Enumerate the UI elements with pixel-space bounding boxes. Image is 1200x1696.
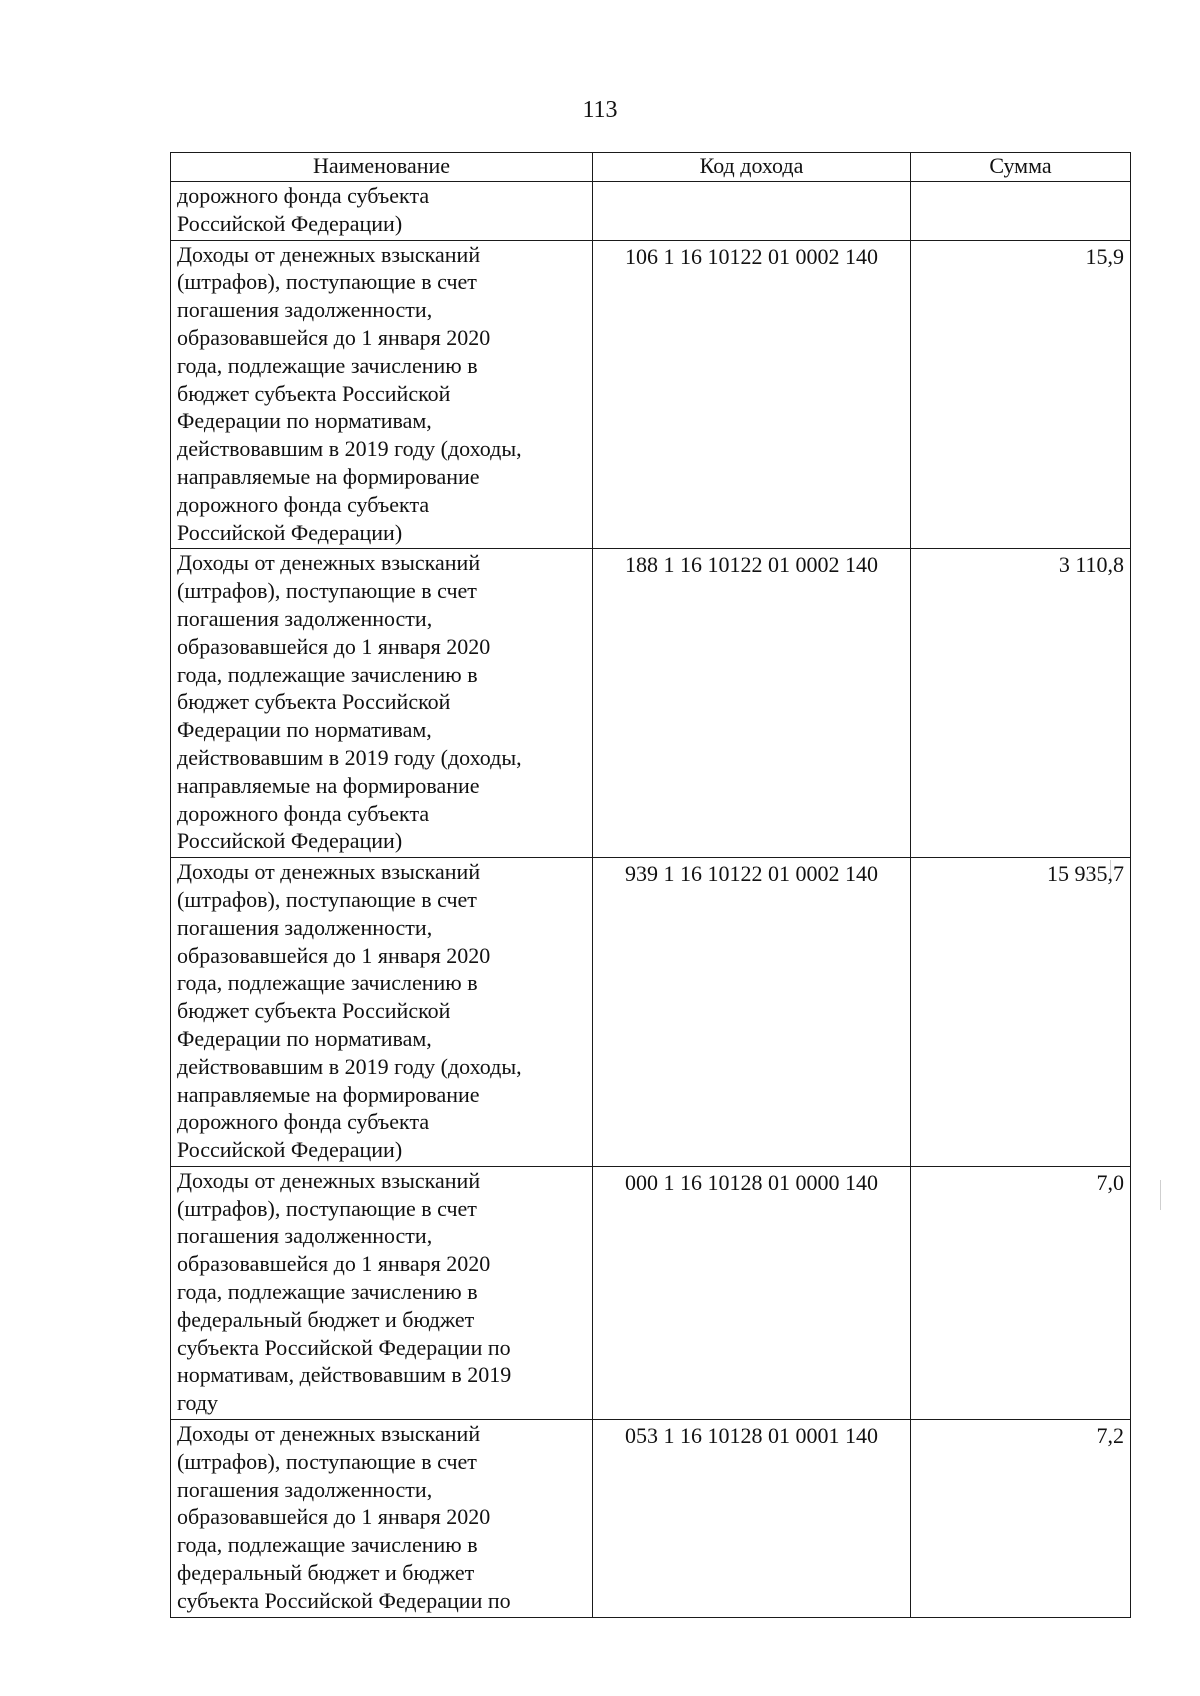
row-code: 188 1 16 10122 01 0002 140 [593,549,911,858]
scan-margin-mark [1160,1180,1161,1210]
revenue-table [170,152,1131,1618]
table-row [171,549,1131,858]
row-code: 106 1 16 10122 01 0002 140 [593,240,911,549]
row-sum: 3 110,8 [911,549,1131,858]
row-name: Доходы от денежных взысканий (штрафов), поступающие в счет погашения задолженности, образовавшейся до 1 января 2020 года, подлежащие зачислению в федеральный бюджет и бюджет субъекта Российской Федерации по [171,1420,593,1618]
row-name: Доходы от денежных взысканий (штрафов), поступающие в счет погашения задолженности, образовавшейся до 1 января 2020 года, подлежащие зачислению в бюджет субъекта Российской Федерации по нормативам, действовавшим в 2019 году (доходы, направляемые на формирование дорожного фонда субъекта Российской Федерации) [171,858,593,1167]
table-row [171,182,1131,241]
row-code: 939 1 16 10122 01 0002 140 [593,858,911,1167]
row-code: 053 1 16 10128 01 0001 140 [593,1420,911,1618]
header-sum: Сумма [911,153,1131,182]
row-code: 000 1 16 10128 01 0000 140 [593,1166,911,1419]
row-name: Доходы от денежных взысканий (штрафов), поступающие в счет погашения задолженности, образовавшейся до 1 января 2020 года, подлежащие зачислению в бюджет субъекта Российской Федерации по нормативам, действовавшим в 2019 году (доходы, направляемые на формирование дорожного фонда субъекта Российской Федерации) [171,549,593,858]
row-code [593,182,911,241]
row-name: дорожного фонда субъекта Российской Федерации) [171,182,593,241]
row-sum [911,182,1131,241]
row-sum: 15 935,7 [911,858,1131,1167]
header-name: Наименование [171,153,593,182]
row-name: Доходы от денежных взысканий (штрафов), поступающие в счет погашения задолженности, образовавшейся до 1 января 2020 года, подлежащие зачислению в федеральный бюджет и бюджет субъекта Российской Федерации по нормативам, действовавшим в 2019 году [171,1166,593,1419]
row-name: Доходы от денежных взысканий (штрафов), поступающие в счет погашения задолженности, образовавшейся до 1 января 2020 года, подлежащие зачислению в бюджет субъекта Российской Федерации по нормативам, действовавшим в 2019 году (доходы, направляемые на формирование дорожного фонда субъекта Российской Федерации) [171,240,593,549]
page-number: 113 [582,97,618,123]
table-row [171,858,1131,1167]
row-sum: 7,0 [911,1166,1131,1419]
table-row [171,1166,1131,1419]
row-sum: 7,2 [911,1420,1131,1618]
table-header-row [171,153,1131,182]
table-row [171,240,1131,549]
header-code: Код дохода [593,153,911,182]
table-row [171,1420,1131,1618]
row-sum: 15,9 [911,240,1131,549]
